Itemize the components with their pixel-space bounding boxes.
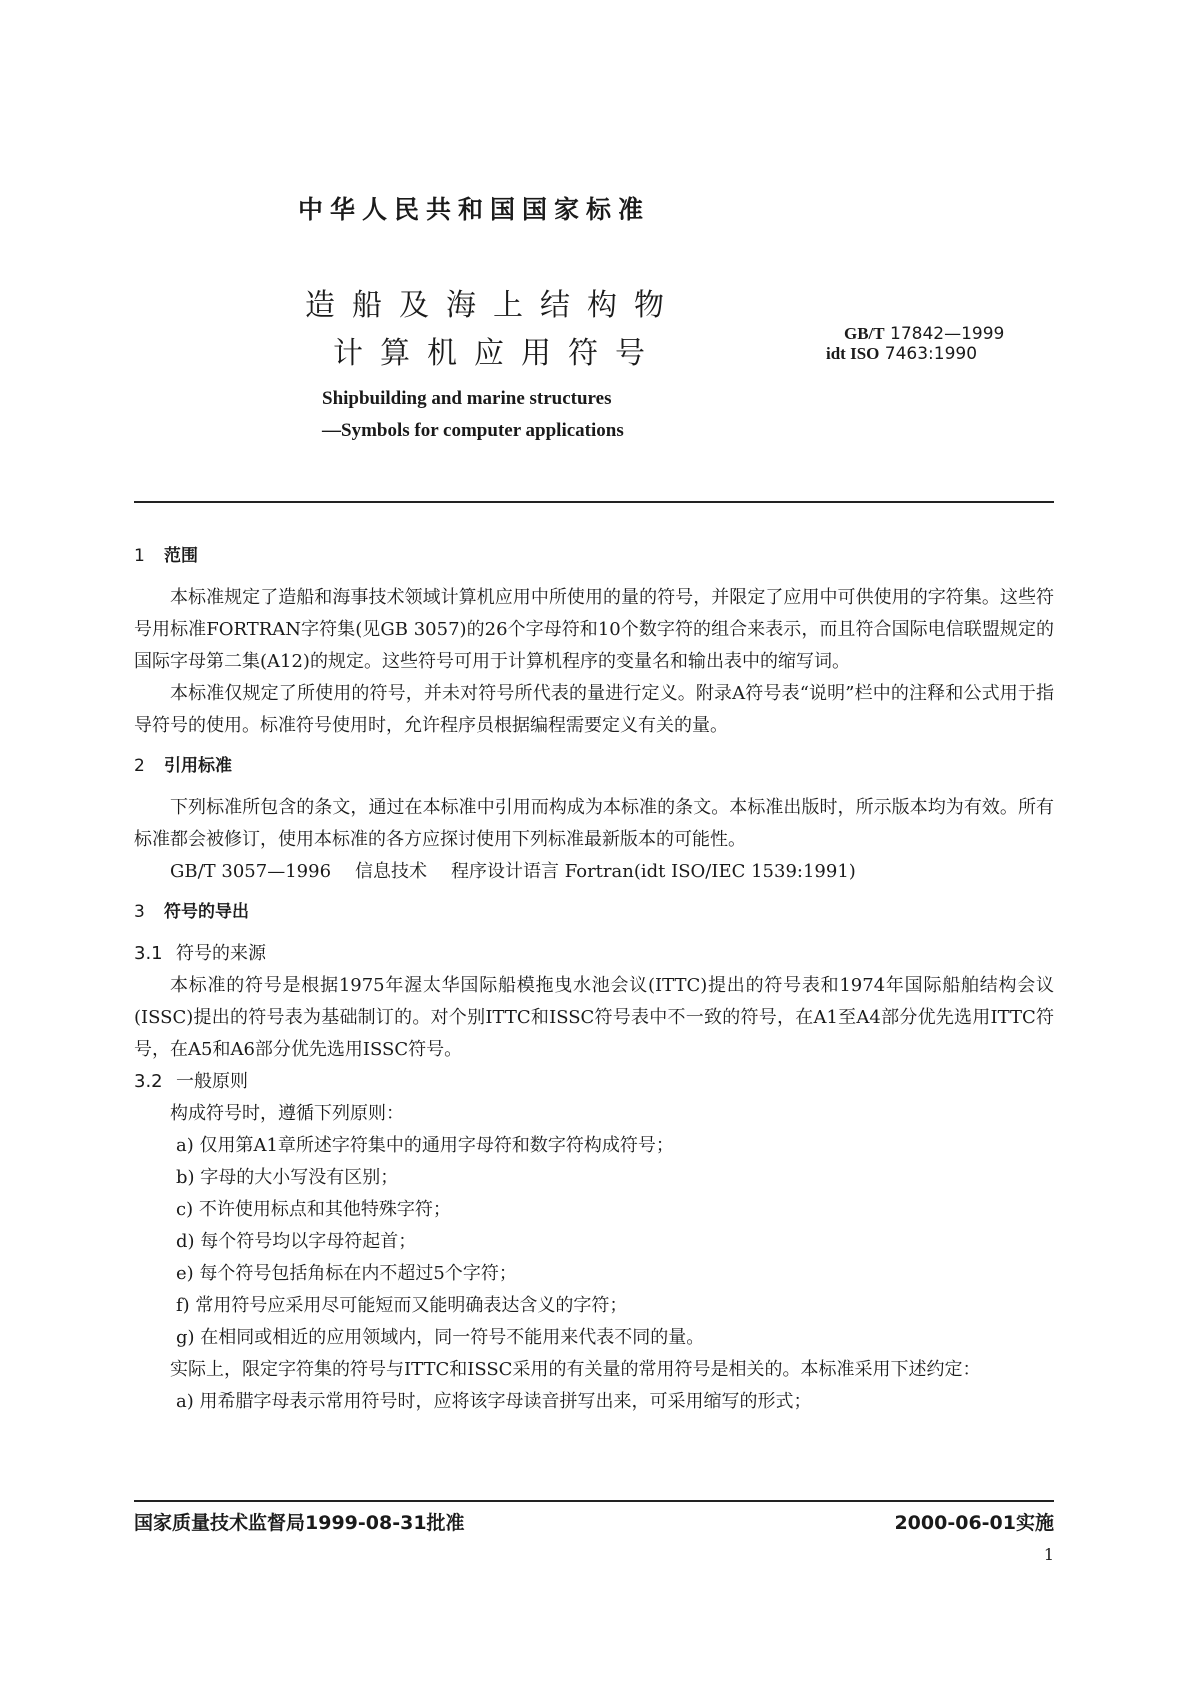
normative-reference: GB/T 3057—1996 信息技术 程序设计语言 Fortran(idt ISO/IEC 1539:1991)	[170, 861, 856, 882]
idt-number: 7463:1990	[884, 344, 978, 364]
list-item: a) 用希腊字母表示常用符号时，应将该字母读音拼写出来，可采用缩写的形式；	[176, 1391, 812, 1412]
approval-date: 国家质量技术监督局1999-08-31批准	[134, 1512, 465, 1534]
list-item: f) 常用符号应采用尽可能短而又能明确表达含义的字符；	[176, 1295, 628, 1316]
section-2-heading: 2 引用标准	[134, 756, 232, 776]
section-3-heading: 3 符号的导出	[134, 902, 249, 922]
section-3-1-heading: 3.1 符号的来源	[134, 943, 266, 964]
section-1-paragraph-2: 本标准仅规定了所使用的符号，并未对符号所代表的量进行定义。附录A符号表“说明”栏中的注释和公式用于指导符号的使用。标准符号使用时，允许程序员根据编程需要定义有关的量。	[134, 683, 1054, 736]
section-3-2-heading: 3.2 一般原则	[134, 1071, 248, 1092]
section-1-paragraph-1: 本标准规定了造船和海事技术领域计算机应用中所使用的量的符号，并限定了应用中可供使用的字符集。这些符号用标准FORTRAN字符集(见GB 3057)的26个字母符和10个数字符的组合来表示，而且符合国际电信联盟规定的国际字母第二集(A12)的规定。这些符号可用于计算机程序的变量名和输出表中的缩写词。	[134, 587, 1054, 672]
section-3-2-intro: 构成符号时，遵循下列原则：	[170, 1103, 404, 1124]
list-item: c) 不许使用标点和其他特殊字符；	[176, 1199, 451, 1220]
english-title-line-2: —Symbols for computer applications	[322, 420, 624, 441]
section-1-heading: 1 范围	[134, 546, 198, 566]
standard-code-block	[826, 324, 1004, 364]
chinese-title-line-1: 造船及海上结构物	[305, 288, 681, 323]
section-2-paragraph-1: 下列标准所包含的条文，通过在本标准中引用而构成为本标准的条文。本标准出版时，所示版本均为有效。所有标准都会被修订，使用本标准的各方应探讨使用下列标准最新版本的可能性。	[134, 797, 1054, 850]
english-title-line-1: Shipbuilding and marine structures	[322, 388, 612, 409]
list-item: b) 字母的大小写没有区别；	[176, 1167, 399, 1188]
list-item: g) 在相同或相近的应用领域内，同一符号不能用来代表不同的量。	[176, 1327, 705, 1348]
bottom-divider	[134, 1500, 1054, 1502]
document-body	[134, 532, 1054, 1418]
list-item: a) 仅用第A1章所述字符集中的通用字母符和数字符构成符号；	[176, 1135, 674, 1156]
section-3-1-paragraph: 本标准的符号是根据1975年渥太华国际船模拖曳水池会议(ITTC)提出的符号表和1974年国际船舶结构会议(ISSC)提出的符号表为基础制订的。对个别ITTC和ISSC符号表中不一致的符号，在A1至A4部分优先选用ITTC符号，在A5和A6部分优先选用ISSC符号。	[134, 975, 1054, 1060]
page-number: 1	[1043, 1545, 1054, 1564]
effective-date: 2000-06-01实施	[894, 1512, 1054, 1534]
code-prefix: GB/T	[844, 324, 885, 343]
chinese-title-line-2: 计算机应用符号	[333, 336, 662, 371]
section-3-2-paragraph-2: 实际上，限定字符集的符号与ITTC和ISSC采用的有关量的常用符号是相关的。本标准采用下述约定：	[170, 1359, 981, 1380]
rules-list	[134, 1130, 1054, 1354]
national-standard-title: 中华人民共和国国家标准	[298, 195, 651, 224]
list-item: e) 每个符号包括角标在内不超过5个字符；	[176, 1263, 517, 1284]
code-number: 17842—1999	[890, 324, 1005, 344]
idt-prefix: idt ISO	[826, 344, 880, 363]
list-item: d) 每个符号均以字母符起首；	[176, 1231, 417, 1252]
top-divider	[134, 501, 1054, 503]
conventions-list	[134, 1386, 1054, 1418]
